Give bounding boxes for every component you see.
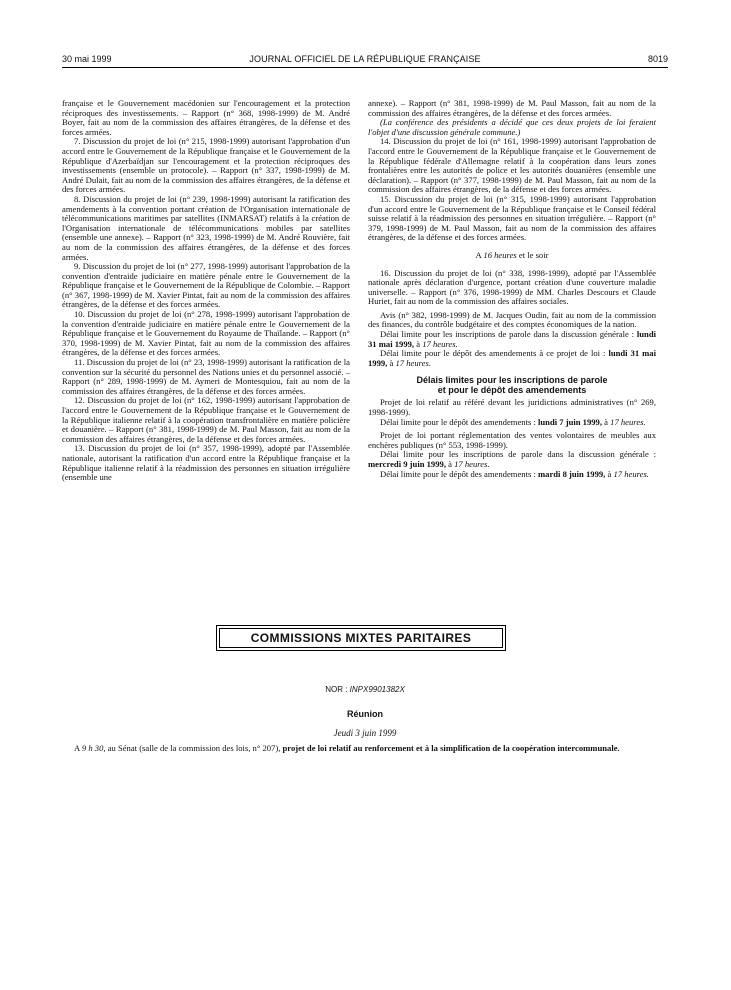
item-7: 7. Discussion du projet de loi (n° 215, 1998-1999) autorisant l'approbation d'un accord entre le Gouvernement de la République française et le Gouvernement de la République d'Azerbaïdjan sur l'encouragement et la protection réciproques des investissements (ensemble un protocole). – Rapport (n° 337, 1998-1999) de M. André Dulait, fait au nom de la commission des affaires étrangères, de la défense et des forces armées. <box>62 136 350 195</box>
deadline-text: Délai limite pour le dépôt des amendements à ce projet de loi : <box>380 348 606 359</box>
deadline-date: lundi 7 juin 1999, <box>538 416 602 427</box>
deadline-time: 17 heures. <box>395 357 431 368</box>
reunion-heading: Réunion <box>347 709 383 719</box>
header-date: 30 mai 1999 <box>62 54 112 64</box>
item-13: 13. Discussion du projet de loi (n° 357, 1998-1999), adopté par l'Assemblée nationale, autorisant la ratification d'un accord entre la République française et la République italienne relatif à la réadmission des personnes en situation irrégulière (ensemble une <box>62 443 350 483</box>
item-11: 11. Discussion du projet de loi (n° 23, 1998-1999) autorisant la ratification de la convention sur la sécurité du personnel des Nations unies et du personnel associé. – Rapport (n° 289, 1998-1999) de M. Aymeri de Montesquiou, fait au nom de la commission des affaires étrangères, de la défense et des forces armées. <box>62 357 350 396</box>
seance-time: 9 h 30, <box>81 743 106 753</box>
deadline-time: 17 heures. <box>610 416 646 427</box>
deadline-text: Délai limite pour les inscriptions de parole dans la discussion générale : <box>380 449 656 460</box>
deadline-time: 17 heures. <box>454 459 490 469</box>
session-time-suffix: et le soir <box>518 249 549 260</box>
item-8: 8. Discussion du projet de loi (n° 239, 1998-1999) autorisant la ratification des amendements à la convention portant création de l'Organisation internationale de télécommunications maritimes par satellites (INMARSAT) relatifs à la création de l'Organisation internationale de télécommunications mobiles par satellites (ensemble une annexe). – Rapport (n° 323, 1998-1999) de M. André Rouvière, fait au nom de la commission des affaires étrangères, de la défense et des forces armées. <box>62 193 350 262</box>
section-title-line-2: et pour le dépôt des amendements <box>437 385 587 396</box>
deadline-date: mercredi 9 juin 1999, <box>368 459 446 469</box>
item-14: 14. Discussion du projet de loi (n° 161, 1998-1999) autorisant l'approbation de l'accord entre le Gouvernement de la République française et le Gouvernement de la République fédérale d'Allemagne relatif à la coopération dans leurs zones frontalières entre les autorités de police et les autorités douanières (ensemble une déclaration). – Rapport (n° 377, 1998-1999) de M. Paul Masson, fait au nom de la commission des affaires étrangères, de la défense et des forces armées. <box>368 136 656 195</box>
deadline-at: à <box>416 338 421 349</box>
deadline-at: à <box>389 357 394 368</box>
deadline-at: à <box>607 468 612 479</box>
avis-paragraph: Avis (n° 382, 1998-1999) de M. Jacques Oudin, fait au nom de la commission des finances, du contrôle budgétaire et des comptes économiques de la nation. <box>368 309 656 330</box>
left-column <box>62 99 350 483</box>
nor-reference <box>62 685 668 694</box>
seance-prefix: A <box>74 743 80 753</box>
item-9: 9. Discussion du projet de loi (n° 277, 1998-1999) autorisant l'approbation de la convention d'entraide judiciaire en matière pénale entre le Gouvernement de la République française et le Gouvernement de la République de Colombie. – Rapport (n° 367, 1998-1999) de M. Xavier Pintat, fait au nom de la commission des affaires étrangères, de la défense et des forces armées. <box>62 261 350 310</box>
ventes-deadline-amendements <box>368 470 656 480</box>
commissions-mixtes-paritaires-box <box>216 625 506 651</box>
conference-note-text: (La conférence des présidents a décidé que ces deux projets de loi feraient l'objet d'une discussion générale commune.) <box>368 117 656 137</box>
commissions-mixtes-paritaires-title: COMMISSIONS MIXTES PARITAIRES <box>250 631 472 645</box>
right-column <box>368 99 656 479</box>
section-title-line-1: Délais limites pour les inscriptions de parole <box>416 375 608 386</box>
deadline-text: Délai limite pour le dépôt des amendements : <box>380 468 536 479</box>
deadline-time: 17 heures. <box>613 468 649 479</box>
session-time-heading <box>368 251 656 261</box>
item-15: 15. Discussion du projet de loi (n° 315, 1998-1999) autorisant l'approbation d'un accord entre le Gouvernement de la République française et le Conseil fédéral suisse relatif à la réadmission des personnes en situation irrégulière. – Rapport (n° 379, 1998-1999) de M. Paul Masson, fait au nom de la commission des affaires étrangères, de la défense et des forces armées. <box>368 193 656 243</box>
page-header <box>62 53 668 68</box>
deadline-inscriptions <box>368 330 656 349</box>
reunion-date: Jeudi 3 juin 1999 <box>333 728 397 738</box>
conference-note <box>368 118 656 137</box>
deadline-date: mardi 8 juin 1999, <box>538 468 606 479</box>
item-16: 16. Discussion du projet de loi (n° 338, 1998-1999), adopté par l'Assemblée nationale après déclaration d'urgence, portant création d'une couverture maladie universelle. – Rapport (n° 376, 1998-1999) de MM. Charles Descours et Claude Huriet, fait au nom de la commission des affaires sociales. <box>368 267 656 307</box>
session-time-value: 16 heures <box>483 249 517 260</box>
seance-place: au Sénat (salle de la commission des lois, n° 207), <box>107 743 281 753</box>
deadlines-section-title <box>368 375 656 395</box>
deadline-date: lundi 31 mai 1999, <box>368 329 657 349</box>
nor-value: INPX9901382X <box>349 685 405 694</box>
item-10: 10. Discussion du projet de loi (n° 278, 1998-1999) autorisant l'approbation de la convention d'entraide judiciaire en matière pénale entre le Gouvernement de la République française et le Gouvernement du Royaume de Thaïlande. – Rapport (n° 370, 1998-1999) de M. Xavier Pintat, fait au nom de la commission des affaires étrangères, de la défense et des forces armées. <box>62 309 350 358</box>
paragraph-continuation: française et le Gouvernement macédonien sur l'encouragement et la protection réciproques des investissements. – Rapport (n° 368, 1998-1999) de M. André Boyer, fait au nom de la commission des affaires étrangères, de la défense et des forces armées. <box>62 98 350 137</box>
seance-object: projet de loi relatif au renforcement et à la simplification de la coopération intercommunale. <box>282 743 620 753</box>
deadline-at: à <box>448 459 452 469</box>
header-page-number: 8019 <box>647 54 668 64</box>
nor-label: NOR : <box>325 685 348 694</box>
session-time-prefix: A <box>475 249 482 260</box>
ventes-deadline-inscriptions <box>368 450 656 469</box>
deadline-text: Délai limite pour le dépôt des amendements : <box>380 416 536 427</box>
paragraph-continuation: annexe). – Rapport (n° 381, 1998-1999) de M. Paul Masson, fait au nom de la commission des affaires étrangères, de la défense et des forces armées. <box>368 98 656 118</box>
header-journal-title: JOURNAL OFFICIEL DE LA RÉPUBLIQUE FRANÇAISE <box>249 54 481 64</box>
refere-bill: Projet de loi relatif au référé devant les juridictions administratives (n° 269, 1998-1999). <box>368 397 656 418</box>
deadline-at: à <box>604 416 608 427</box>
deadline-date: lundi 31 mai 1999, <box>368 348 656 368</box>
deadline-time: 17 heures. <box>422 338 458 349</box>
seance-paragraph <box>62 744 668 754</box>
refere-deadline <box>368 418 656 428</box>
ventes-bill: Projet de loi portant réglementation des ventes volontaires de meubles aux enchères publiques (n° 553, 1998-1999). <box>368 430 656 450</box>
deadline-text: Délai limite pour les inscriptions de parole dans la discussion générale : <box>380 329 635 340</box>
item-12: 12. Discussion du projet de loi (n° 162, 1998-1999) autorisant l'approbation de l'accord entre le Gouvernement de la République française et le Gouvernement de la République italienne relatif à la coopération transfrontalière en matière policière et douanière. – Rapport (n° 381, 1998-1999) de M. Paul Masson, fait au nom de la commission des affaires étrangères, de la défense et des forces armées. <box>62 395 350 444</box>
deadline-amendements <box>368 349 656 368</box>
